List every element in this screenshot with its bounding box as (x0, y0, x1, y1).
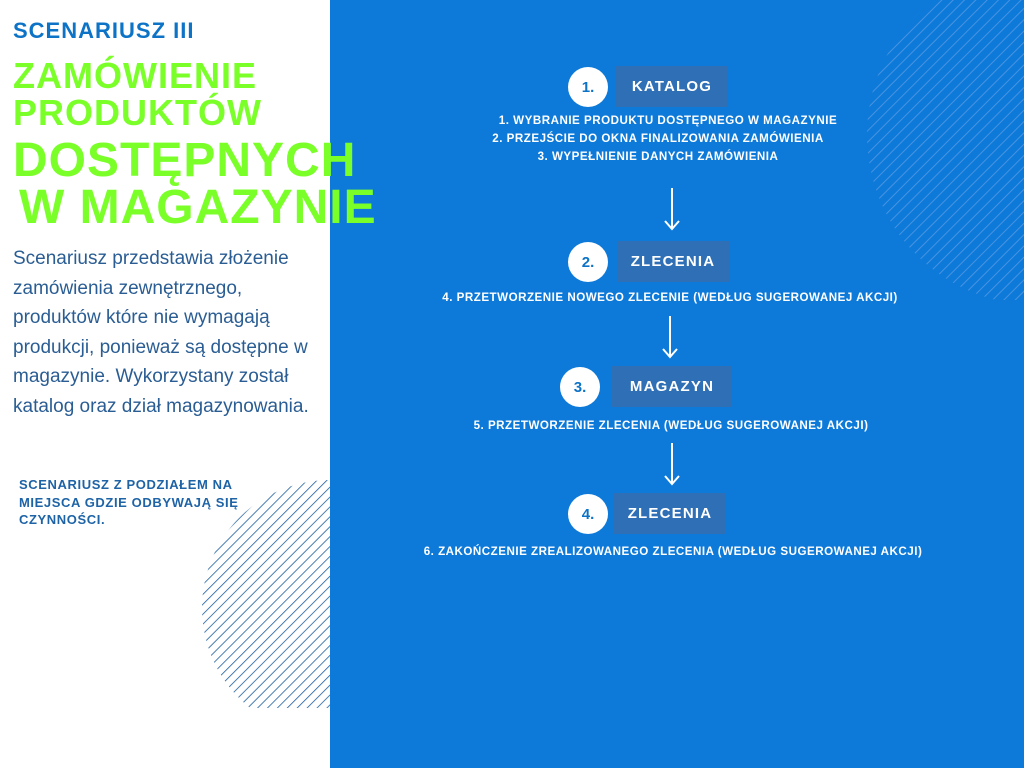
scenario-kicker: SCENARIUSZ III (13, 18, 195, 43)
arrow-down-icon (663, 188, 683, 232)
scenario-note: SCENARIUSZ Z PODZIAŁEM NA MIEJSCA GDZIE ODBYWAJĄ SIĘ CZYNNOŚCI. (19, 477, 239, 527)
scenario-description: Scenariusz przedstawia złożenie zamówienia zewnętrznego, produktów które nie wymagają produkcji, ponieważ są dostępne w magazynie. Wykorzystany został katalog oraz dział magazynowania. (13, 248, 309, 417)
title-line-2: PRODUKTÓW (13, 92, 262, 133)
step-4-number: 4. (568, 494, 608, 534)
step-2-line-1: 4. PRZETWORZENIE NOWEGO ZLECENIE (WEDŁUG SUGEROWANEJ AKCJI) (442, 291, 898, 304)
title-line-3: DOSTĘPNYCH (13, 134, 357, 187)
step-2-label: ZLECENIA (617, 241, 729, 282)
title-line-4: W MAGAZYNIE (19, 181, 377, 234)
arrow-down-icon (661, 316, 681, 360)
step-3-number: 3. (560, 367, 600, 407)
hatched-circle-decoration (190, 478, 330, 708)
step-3-line-1: 5. PRZETWORZENIE ZLECENIA (WEDŁUG SUGEROWANEJ AKCJI) (473, 419, 869, 432)
step-1-label: KATALOG (616, 66, 728, 107)
step-1-line-1: 1. WYBRANIE PRODUKTU DOSTĘPNEGO W MAGAZYNIE (498, 114, 838, 127)
step-2-number: 2. (568, 242, 608, 282)
step-1-number: 1. (568, 67, 608, 107)
step-3-label: MAGAZYN (612, 366, 732, 407)
step-4-line-1: 6. ZAKOŃCZENIE ZREALIZOWANEGO ZLECENIA (WEDŁUG SUGEROWANEJ AKCJI) (423, 545, 923, 558)
title-line-1: ZAMÓWIENIE (13, 55, 257, 96)
step-1-line-2: 2. PRZEJŚCIE DO OKNA FINALIZOWANIA ZAMÓWIENIA (492, 132, 824, 145)
step-1-line-3: 3. WYPEŁNIENIE DANYCH ZAMÓWIENIA (537, 150, 779, 163)
arrow-down-icon (663, 443, 683, 487)
step-4-label: ZLECENIA (614, 493, 726, 534)
